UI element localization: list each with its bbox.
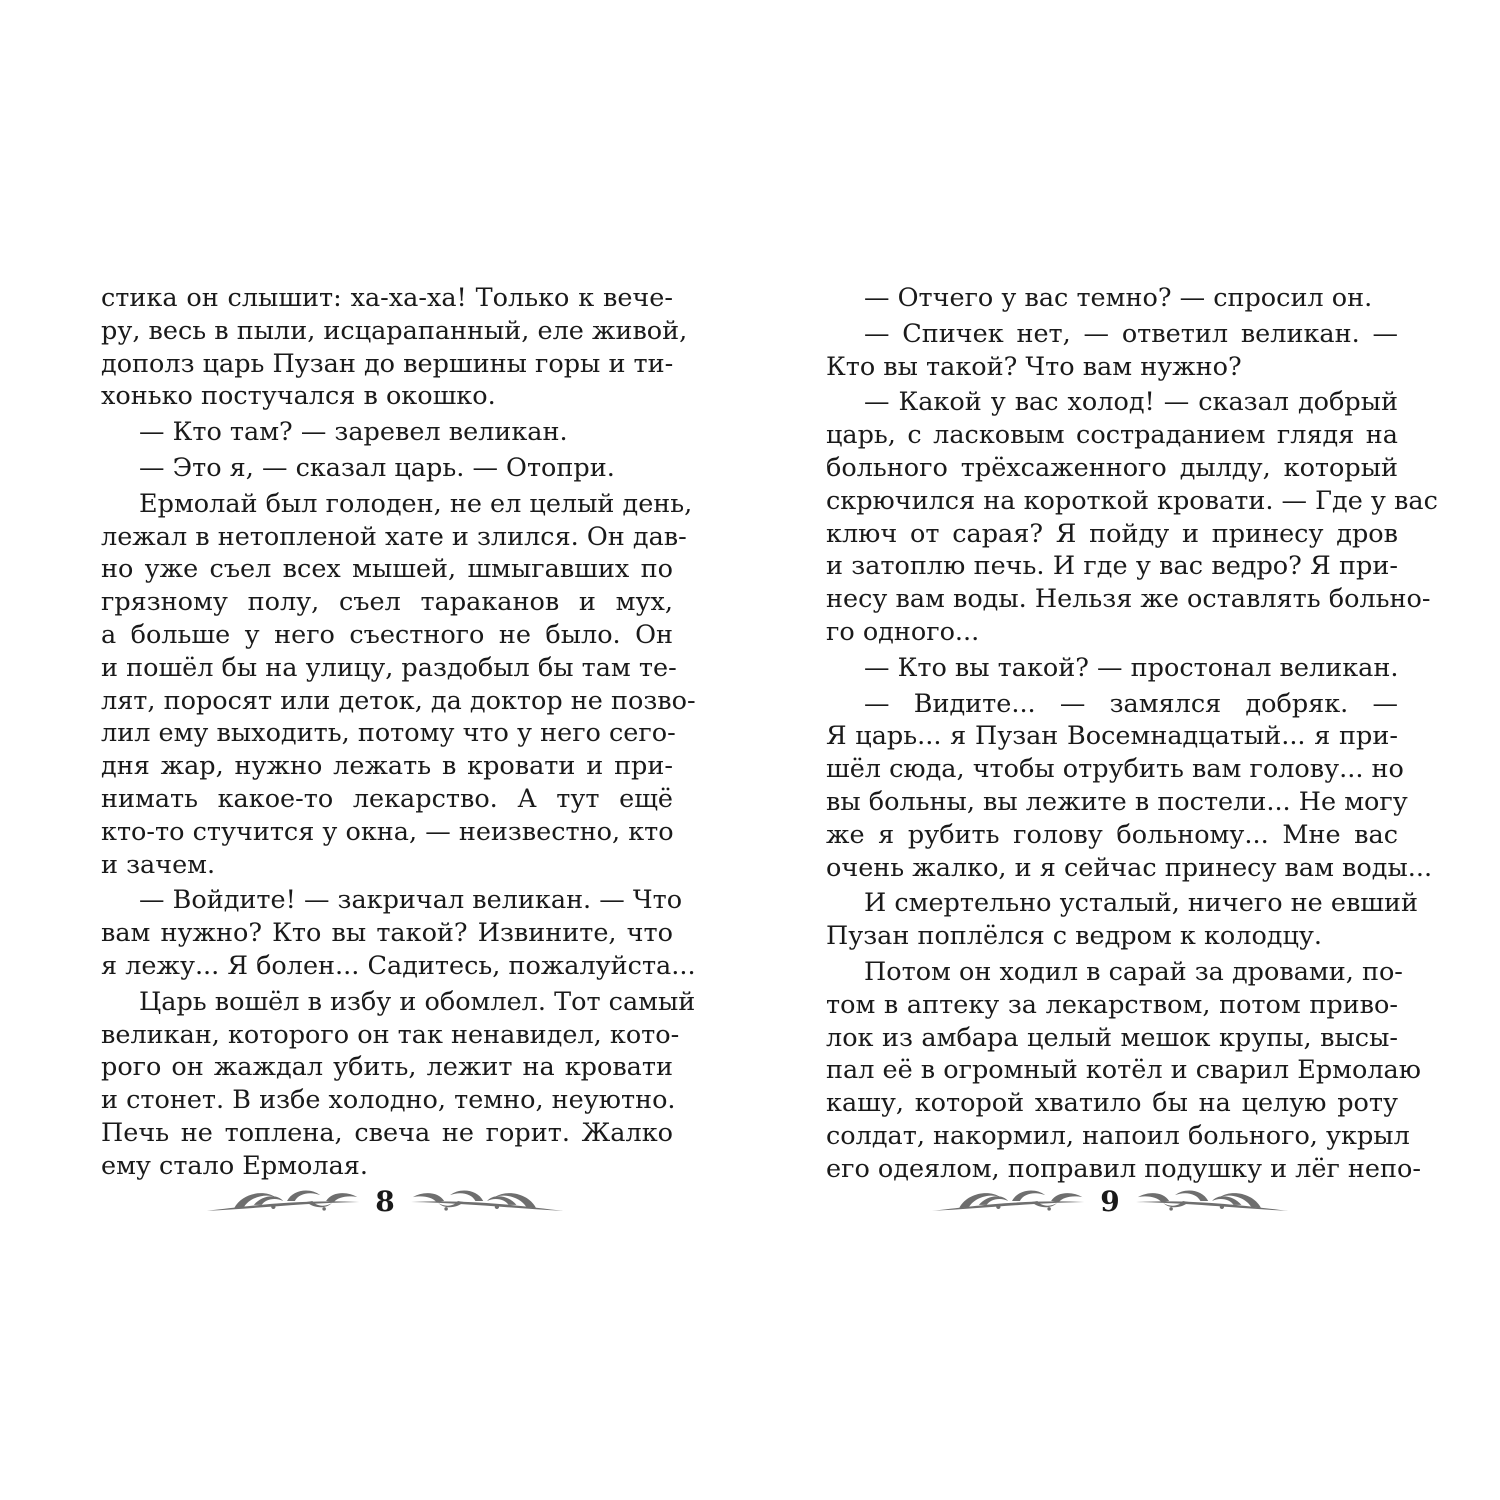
text-line: солдат, накормил, напоил больного, укрыл [826, 1120, 1410, 1151]
text-line: великан, которого он так ненавидел, кото- [101, 1019, 680, 1050]
text-line: и зачем. [101, 849, 216, 880]
text-line: Печь не топлена, свеча не горит. Жалко [101, 1117, 673, 1148]
text-line: и пошёл бы на улицу, раздобыл бы там те- [101, 652, 677, 683]
text-line: я лежу... Я болен... Садитесь, пожалуйста... [101, 950, 696, 981]
ornament-left-icon [930, 1185, 1086, 1219]
text-line: лежал в нетопленой хате и злился. Он дав- [101, 521, 687, 552]
text-line: шёл сюда, чтобы отрубить вам голову... но [826, 754, 1404, 785]
right-page-text [826, 282, 1438, 1186]
text-line: дня жар, нужно лежать в кровати и при- [101, 751, 673, 782]
ornament-right-icon [1134, 1185, 1290, 1219]
text-line: — Это я, — сказал царь. — Отопри. [139, 452, 615, 483]
text-line: — Кто вы такой? — простонал великан. [864, 652, 1399, 683]
text-line: И смертельно усталый, ничего не евший [864, 888, 1419, 919]
text-line: но уже съел всех мышей, шмыгавших по [101, 554, 673, 585]
text-line: вам нужно? Кто вы такой? Извините, что [101, 918, 673, 949]
page-number: 9 [1100, 1185, 1120, 1218]
text-line: и затоплю печь. И где у вас ведро? Я при- [826, 551, 1398, 582]
text-line: ру, весь в пыли, исцарапанный, еле живой, [101, 315, 688, 346]
text-line: Пузан поплёлся с ведром к колодцу. [826, 921, 1323, 952]
text-line: больного трёхсаженного дылду, который [826, 452, 1398, 483]
page-number: 8 [375, 1185, 395, 1218]
text-line: а больше у него съестного не было. Он [101, 619, 673, 650]
text-line: вы больны, вы лежите в постели... Не могу [826, 786, 1408, 817]
ornament-left-icon [205, 1185, 361, 1219]
text-line: царь, с ласковым состраданием глядя на [826, 420, 1398, 451]
text-line: Я царь... я Пузан Восемнадцатый... я при- [826, 721, 1398, 752]
left-page-text [101, 282, 696, 1183]
text-line: очень жалко, и я сейчас принесу вам воды... [826, 852, 1433, 883]
text-line: скрючился на короткой кровати. — Где у вас [826, 485, 1438, 516]
text-line: рого он жаждал убить, лежит на кровати [101, 1052, 673, 1083]
text-line: дополз царь Пузан до вершины горы и ти- [101, 348, 674, 379]
text-line: Кто вы такой? Что вам нужно? [826, 351, 1242, 382]
text-line: том в аптеку за лекарством, потом приво- [826, 989, 1398, 1020]
text-line: несу вам воды. Нельзя же оставлять больно- [826, 584, 1431, 615]
ornament-right-icon [409, 1185, 565, 1219]
text-line: нимать какое-то лекарство. А тут ещё [101, 783, 673, 814]
text-line: — Какой у вас холод! — сказал добрый [864, 387, 1398, 418]
text-line: го одного... [826, 616, 980, 647]
text-line: кто-то стучится у окна, — неизвестно, кто [101, 816, 674, 847]
page-number-footer [930, 1178, 1290, 1226]
text-line: грязному полу, съел тараканов и мух, [101, 587, 673, 618]
text-line: ключ от сарая? Я пойду и принесу дров [826, 518, 1398, 549]
text-line: лил ему выходить, потому что у него сего- [101, 718, 676, 749]
text-line: же я рубить голову больному... Мне вас [826, 819, 1398, 850]
text-line: Царь вошёл в избу и обомлел. Тот самый [139, 986, 696, 1017]
text-line: ему стало Ермолая. [101, 1150, 369, 1181]
text-line: лят, поросят или деток, да доктор не позво- [101, 685, 696, 716]
text-line: стика он слышит: ха-ха-ха! Только к вече- [101, 283, 673, 313]
text-line: Потом он ходил в сарай за дровами, по- [864, 956, 1403, 987]
text-line: и стонет. В избе холодно, темно, неуютно. [101, 1085, 676, 1116]
page-number-footer [205, 1178, 565, 1226]
text-line: кашу, которой хватило бы на целую роту [826, 1088, 1398, 1119]
text-line: Ермолай был голоден, не ел целый день, [139, 488, 693, 519]
text-line: — Видите... — замялся добряк. — [864, 688, 1398, 719]
text-line: — Отчего у вас темно? — спросил он. [864, 283, 1373, 313]
text-line: — Кто там? — заревел великан. [139, 417, 568, 448]
text-line: хонько постучался в окошко. [101, 381, 496, 412]
text-line: пал её в огромный котёл и сварил Ермолаю [826, 1055, 1421, 1086]
text-line: лок из амбара целый мешок крупы, высы- [826, 1022, 1398, 1053]
text-line: его одеялом, поправил подушку и лёг непо- [826, 1153, 1421, 1184]
text-line: — Войдите! — закричал великан. — Что [139, 885, 683, 916]
text-line: — Спичек нет, — ответил великан. — [864, 318, 1398, 349]
